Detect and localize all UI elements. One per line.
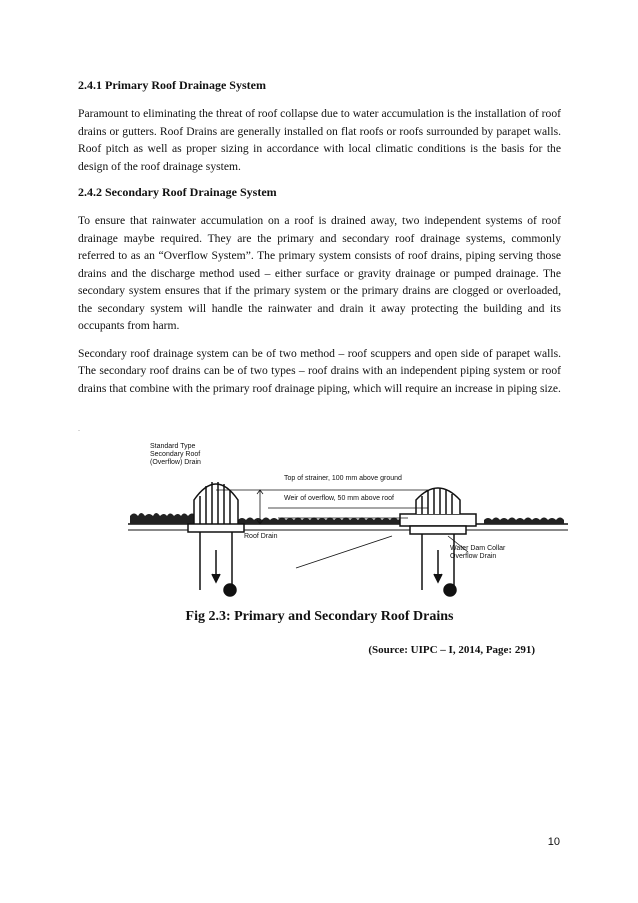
- label-secondary-roof: Secondary Roof: [150, 451, 201, 458]
- section-heading-primary: 2.4.1 Primary Roof Drainage System: [78, 78, 266, 92]
- figure-source: (Source: UIPC – I, 2014, Page: 291): [368, 644, 535, 656]
- label-top-strainer: Top of strainer, 100 mm above ground: [284, 475, 402, 482]
- page-number: 10: [547, 836, 560, 848]
- label-water-dam-collar: Water Dam Collar: [450, 545, 506, 552]
- right-drain: [400, 488, 476, 596]
- label-standard-type: Standard Type: [150, 443, 196, 450]
- paragraph-primary: Paramount to eliminating the threat of roof collapse due to water accumulation is the installation of roof drains or gutters. Roof Drains are generally installed on flat roofs or roofs surrounded by parapet walls. Roof pitch as well as proper sizing in accordance with local climatic conditions is the basis for the design of the roof drainage system.: [78, 107, 561, 173]
- figure-caption: Fig 2.3: Primary and Secondary Roof Drains: [185, 609, 454, 624]
- paragraph-secondary-2: Secondary roof drainage system can be of two method – roof scuppers and open side of parapet walls. The secondary roof drains can be of two types – roof drains with an independent piping system or roof drains that combine with the primary roof drainage piping, which will require an increase in piping size.: [78, 346, 561, 395]
- paragraph-secondary-1: To ensure that rainwater accumulation on a roof is drained away, two independent systems of roof drainage maybe required. They are the primary and secondary roof drainage systems, commonly referred to as an “Overflow System”. The primary system consists of roof drains, piping serving those drains and the discharge method used – either surface or gravity drainage or pumped drainage. The secondary system ensures that if the primary system or the primary drains are clogged or overloaded, the secondary system will handle the rainwater and drain it away protecting the building and its occupants from harm.: [78, 214, 561, 332]
- section-heading-secondary: 2.4.2 Secondary Roof Drainage System: [78, 185, 277, 199]
- roof-drain-figure: [128, 440, 568, 600]
- body-text: [78, 78, 561, 407]
- left-drain: [188, 482, 244, 596]
- label-overflow-drain-right: Overflow Drain: [450, 553, 497, 560]
- label-overflow-drain: (Overflow) Drain: [150, 459, 201, 466]
- stray-mark: .: [78, 424, 80, 433]
- label-roof-drain: Roof Drain: [244, 533, 278, 540]
- label-weir: Weir of overflow, 50 mm above roof: [284, 495, 394, 502]
